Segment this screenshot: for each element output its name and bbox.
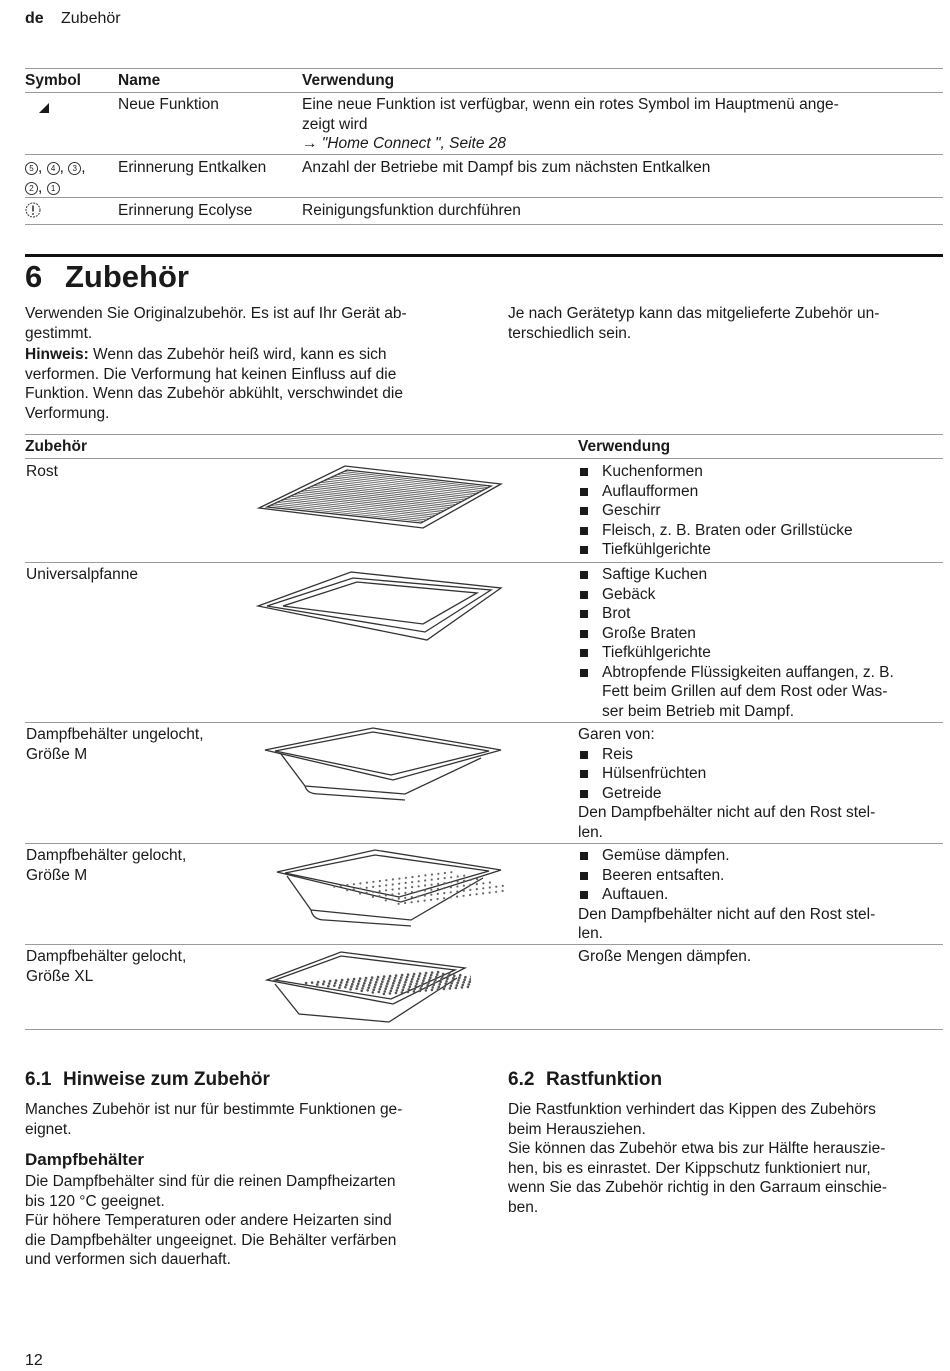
table-rule: [25, 458, 943, 459]
table-rule: [25, 944, 943, 945]
accessory-name: [26, 725, 204, 764]
list-item: Fleisch, z. B. Braten oder Grillstücke: [578, 521, 943, 541]
text-line: Je nach Gerätetyp kann das mitgelieferte Zubehör un-: [508, 305, 880, 322]
section-6-2-text: [508, 1100, 948, 1217]
chapter-title-text: Zubehör: [65, 259, 189, 294]
table-rule: [25, 92, 943, 93]
table-rule: [25, 1029, 943, 1030]
column-header-usage: Verwendung: [578, 438, 671, 455]
section-title: Rastfunktion: [546, 1069, 663, 1090]
symbol-name: Erinnerung Entkalken: [118, 159, 267, 176]
text-line: eignet.: [25, 1120, 72, 1138]
table-rule: [25, 843, 943, 844]
accessory-name: Universalpfanne: [26, 566, 139, 583]
running-header-title: Zubehör: [61, 10, 121, 27]
table-rule: [25, 562, 943, 563]
usage-line: zeigt wird: [302, 115, 368, 133]
text-line: hen, bis es einrastet. Der Kippschutz funktioniert nur,: [508, 1159, 871, 1177]
text-line: Verformung.: [25, 404, 110, 422]
home-connect-link[interactable]: → "Home Connect ", Seite 28: [302, 135, 506, 152]
column-header-usage: Verwendung: [302, 72, 395, 89]
text-line: Dampfbehälter gelocht,: [26, 948, 187, 965]
text-line: Manches Zubehör ist nur für bestimmte Funktionen ge-: [25, 1101, 403, 1118]
accessory-name: Rost: [26, 463, 58, 480]
digit-3-icon: 3: [68, 162, 81, 175]
symbol-usage: [302, 95, 942, 154]
text-line: Für höhere Temperaturen oder andere Heizarten sind: [25, 1212, 392, 1229]
chapter-number: 6: [25, 259, 43, 294]
symbol-usage: Reinigungsfunktion durchführen: [302, 202, 521, 219]
usage-intro: Garen von:: [578, 726, 655, 743]
text-line: die Dampfbehälter ungeeignet. Die Behälter verfärben: [25, 1231, 397, 1249]
digit-1-icon: 1: [47, 182, 60, 195]
column-header-accessory: Zubehör: [25, 438, 87, 455]
section-6-1-text: [25, 1100, 465, 1139]
list-item: Geschirr: [578, 501, 943, 521]
list-item: Auftauen.: [578, 885, 943, 905]
steam-container-unperforated-image: [255, 724, 505, 810]
section-6-1-subtext: [25, 1172, 465, 1270]
list-item: Beeren entsaften.: [578, 866, 943, 886]
table-rule: [25, 154, 943, 155]
text-line: und verformen sich dauerhaft.: [25, 1251, 231, 1268]
list-item: Hülsenfrüchten: [578, 764, 943, 784]
text-line: Dampfbehälter gelocht,: [26, 847, 187, 864]
text-line: ben.: [508, 1198, 539, 1216]
digit-5-icon: 5: [25, 162, 38, 175]
text-line: wenn Sie das Zubehör richtig in den Garraum einschie-: [508, 1179, 888, 1196]
symbol-name: Neue Funktion: [118, 96, 219, 113]
text-line: len.: [578, 925, 603, 942]
accessory-table: [25, 434, 943, 1032]
table-rule: [25, 434, 943, 435]
column-header-symbol: Symbol: [25, 72, 81, 89]
list-item: Gebäck: [578, 585, 943, 605]
language-code: de: [25, 10, 44, 27]
text-line: Die Dampfbehälter sind für die reinen Dampfheizarten: [25, 1173, 396, 1190]
usage-list: [578, 565, 943, 721]
digit-2-icon: 2: [25, 182, 38, 195]
new-function-icon: [39, 99, 49, 119]
text-line: Sie können das Zubehör etwa bis zur Hälfte herauszie-: [508, 1140, 886, 1157]
text-line: Den Dampfbehälter nicht auf den Rost stel-: [578, 804, 876, 821]
section-heading-6-1: [25, 1068, 270, 1092]
usage-list: [578, 846, 943, 944]
section-title: Hinweise zum Zubehör: [63, 1069, 270, 1090]
ecolyse-warning-icon: [25, 202, 41, 224]
section-number: 6.2: [508, 1069, 535, 1090]
column-header-name: Name: [118, 72, 161, 89]
rack-image: [255, 462, 505, 538]
digit-4-icon: 4: [47, 162, 60, 175]
symbol-usage: Anzahl der Betriebe mit Dampf bis zum nächsten Entkalken: [302, 159, 711, 176]
list-item: Kuchenformen: [578, 462, 943, 482]
text-line: Wenn das Zubehör heiß wird, kann es sich: [93, 346, 387, 363]
pan-image: [255, 568, 505, 652]
chapter-intro-right: [508, 304, 938, 343]
subheading-steam-container: Dampfbehälter: [25, 1150, 145, 1169]
steam-container-perforated-m-image: [255, 846, 505, 938]
text-line: beim Herausziehen.: [508, 1120, 646, 1138]
text-line: Verwenden Sie Originalzubehör. Es ist auf Ihr Gerät ab-: [25, 305, 407, 322]
text-line: Größe M: [26, 866, 88, 884]
steam-container-perforated-xl-image: [261, 946, 471, 1034]
text-line: Größe M: [26, 745, 88, 763]
list-item: Tiefkühlgerichte: [578, 540, 943, 560]
table-rule: [25, 197, 943, 198]
text-line: Den Dampfbehälter nicht auf den Rost stel-: [578, 905, 876, 923]
symbol-table: [25, 68, 943, 226]
chapter-intro-left: [25, 304, 465, 423]
text-line: verformen. Die Verformung hat keinen Einfluss auf die: [25, 365, 397, 383]
list-item: Saftige Kuchen: [578, 565, 943, 585]
usage-list: [578, 725, 943, 842]
list-item: Gemüse dämpfen.: [578, 846, 943, 866]
accessory-name: [26, 947, 186, 986]
chapter-title: [25, 259, 189, 295]
text-line: Größe XL: [26, 967, 94, 985]
text-line: len.: [578, 823, 603, 841]
descale-counter-icons: 5 , 4 , 3 , 2 , 1: [25, 158, 115, 197]
page-number: 12: [25, 1352, 43, 1369]
list-item: Brot: [578, 604, 943, 624]
section-number: 6.1: [25, 1069, 52, 1090]
list-item: Tiefkühlgerichte: [578, 643, 943, 663]
list-item: Große Braten: [578, 624, 943, 644]
list-item: Abtropfende Flüssigkeiten auffangen, z. B. Fett beim Grillen auf dem Rost oder Was- ser beim Betrieb mit Dampf.: [578, 663, 943, 722]
text-line: gestimmt.: [25, 324, 93, 342]
symbol-name: Erinnerung Ecolyse: [118, 202, 253, 219]
list-item: Reis: [578, 745, 943, 765]
usage-text: Große Mengen dämpfen.: [578, 948, 752, 965]
list-item: Auflaufformen: [578, 482, 943, 502]
table-rule: [25, 722, 943, 723]
text-line: Dampfbehälter ungelocht,: [26, 726, 204, 743]
section-heading-6-2: [508, 1068, 662, 1092]
text-line: Funktion. Wenn das Zubehör abkühlt, verschwindet die: [25, 385, 403, 402]
note-label: Hinweis:: [25, 346, 89, 363]
list-item: Getreide: [578, 784, 943, 804]
accessory-name: [26, 846, 186, 885]
note: [25, 345, 465, 365]
usage-line: Eine neue Funktion ist verfügbar, wenn ein rotes Symbol im Hauptmenü ange-: [302, 96, 839, 113]
usage-list: [578, 462, 943, 560]
text-line: terschiedlich sein.: [508, 324, 632, 342]
table-rule: [25, 68, 943, 69]
text-line: Die Rastfunktion verhindert das Kippen des Zubehörs: [508, 1101, 876, 1118]
chapter-rule: [25, 254, 943, 257]
table-rule: [25, 224, 943, 225]
text-line: bis 120 °C geeignet.: [25, 1192, 165, 1210]
